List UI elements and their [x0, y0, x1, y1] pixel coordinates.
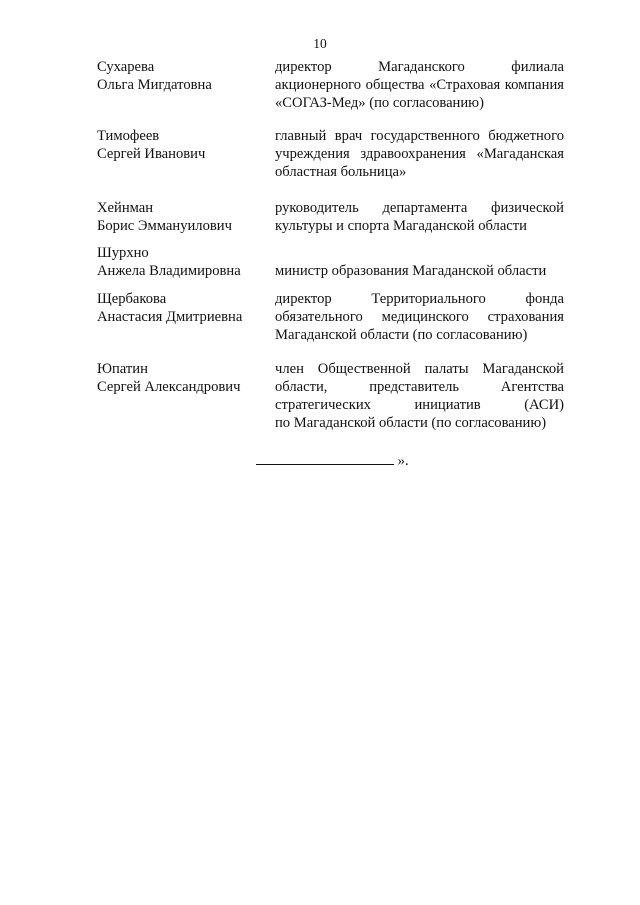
member-position: [275, 58, 564, 112]
member-given-names: Ольга Мигдатовна: [97, 77, 212, 93]
signature-rule: [256, 452, 394, 465]
member-position: [275, 262, 564, 280]
closing-line: [256, 452, 409, 470]
member-position: [275, 127, 564, 181]
position-line: области, представитель Агентства: [275, 379, 564, 395]
position-line: Магаданской области (по согласованию): [275, 327, 528, 343]
member-surname: Сухарева: [97, 59, 155, 75]
member-name: [97, 290, 267, 326]
position-line: культуры и спорта Магаданской области: [275, 218, 527, 234]
member-surname: Щербакова: [97, 291, 167, 307]
member-position: [275, 360, 564, 432]
position-line: главный врач государственного бюджетного: [275, 128, 564, 144]
member-surname: Хейнман: [97, 200, 154, 216]
member-name: [97, 199, 267, 235]
position-line: член Общественной палаты Магаданской: [275, 361, 564, 377]
member-given-names: Сергей Александрович: [97, 379, 241, 395]
member-surname: Шурхно: [97, 245, 149, 261]
member-position: [275, 290, 564, 344]
page-number: 10: [313, 36, 327, 51]
position-line: руководитель департамента физической: [275, 200, 564, 216]
position-line: «СОГАЗ-Мед» (по согласованию): [275, 95, 484, 111]
position-line: стратегических инициатив (АСИ): [275, 397, 564, 413]
member-name: [97, 58, 267, 94]
member-name: [97, 360, 267, 396]
position-line: областная больница»: [275, 164, 407, 180]
member-position: [275, 199, 564, 235]
member-name: [97, 127, 267, 163]
position-line: директор Магаданского филиала: [275, 59, 564, 75]
position-line: акционерного общества «Страховая компания: [275, 77, 564, 93]
member-given-names: Борис Эммануилович: [97, 218, 232, 234]
member-given-names: Анастасия Дмитриевна: [97, 309, 243, 325]
position-line: министр образования Магаданской области: [275, 263, 547, 279]
position-line: по Магаданской области (по согласованию): [275, 415, 547, 431]
member-surname: Тимофеев: [97, 128, 160, 144]
member-given-names: Анжела Владимировна: [97, 263, 241, 279]
position-line: учреждения здравоохранения «Магаданская: [275, 146, 564, 162]
member-surname: Юпатин: [97, 361, 148, 377]
member-given-names: Сергей Иванович: [97, 146, 206, 162]
position-line: директор Территориального фонда: [275, 291, 564, 307]
closing-mark: ».: [397, 453, 409, 469]
member-name: [97, 244, 267, 280]
position-line: обязательного медицинского страхования: [275, 309, 564, 325]
